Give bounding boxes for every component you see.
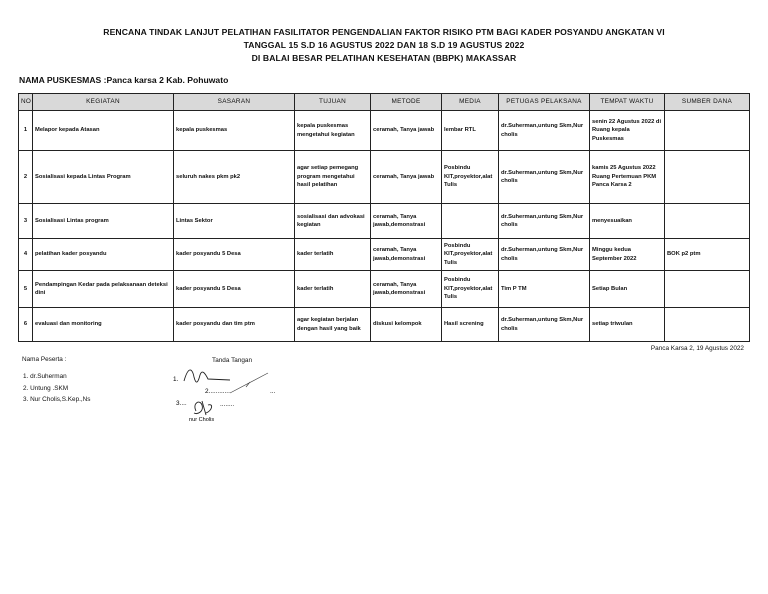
- cell-kegiatan: Pendampingan Kedar pada pelaksanaan deteksi dini: [33, 271, 174, 308]
- cell-tempat: senin 22 Agustus 2022 di Ruang kepala Puskesmas: [590, 111, 665, 151]
- cell-media: Posbindu KIT,proyektor,alat Tulis: [442, 151, 499, 204]
- cell-petugas: dr.Suherman,untung Skm,Nur cholis: [499, 204, 590, 239]
- cell-tempat: setiap triwulan: [590, 308, 665, 342]
- cell-sasaran: kepala puskesmas: [174, 111, 295, 151]
- cell-media: lembar RTL: [442, 111, 499, 151]
- cell-dana: BOK p2 ptm: [665, 239, 750, 271]
- participant-item: 3. Nur Cholis,S.Kep.,Ns: [23, 396, 91, 403]
- cell-metode: ceramah, Tanya jawab,demonstrasi: [371, 271, 442, 308]
- cell-kegiatan: evaluasi dan monitoring: [33, 308, 174, 342]
- cell-media: [442, 204, 499, 239]
- cell-no: 6: [19, 308, 33, 342]
- signature-dots: ...: [270, 388, 276, 395]
- cell-kegiatan: Melapor kepada Atasan: [33, 111, 174, 151]
- cell-tujuan: agar kegiatan berjalan dengan hasil yang baik: [295, 308, 371, 342]
- cell-petugas: dr.Suherman,untung Skm,Nur cholis: [499, 111, 590, 151]
- col-header-media: MEDIA: [442, 94, 499, 111]
- signature-name: nur Cholis: [189, 417, 215, 423]
- cell-metode: ceramah, Tanya jawab: [371, 151, 442, 204]
- cell-sasaran: kader posyandu 5 Desa: [174, 271, 295, 308]
- cell-petugas: Tim P TM: [499, 271, 590, 308]
- table-row: [19, 151, 750, 204]
- col-header-metode: METODE: [371, 94, 442, 111]
- cell-metode: ceramah, Tanya jawab,demonstrasi: [371, 239, 442, 271]
- cell-tujuan: kader terlatih: [295, 271, 371, 308]
- col-header-no: NO: [19, 94, 33, 111]
- cell-no: 3: [19, 204, 33, 239]
- table-row: [19, 308, 750, 342]
- signing-date: Panca Karsa 2, 19 Agustus 2022: [650, 345, 744, 352]
- cell-kegiatan: pelatihan kader posyandu: [33, 239, 174, 271]
- col-header-kegiatan: KEGIATAN: [33, 94, 174, 111]
- participants-label: Nama Peserta :: [22, 356, 67, 363]
- cell-no: 5: [19, 271, 33, 308]
- cell-sasaran: seluruh nakes pkm pk2: [174, 151, 295, 204]
- signature-label: Tanda Tangan: [212, 357, 253, 364]
- table-row: [19, 111, 750, 151]
- cell-petugas: dr.Suherman,untung Skm,Nur cholis: [499, 151, 590, 204]
- document-title-line-3: DI BALAI BESAR PELATIHAN KESEHATAN (BBPK) MAKASSAR: [251, 53, 517, 63]
- signature-number-1: 1.: [173, 376, 179, 383]
- table-row: [19, 239, 750, 271]
- cell-media: Posbindu KIT,proyektor,alat Tulis: [442, 239, 499, 271]
- cell-kegiatan: Sosialisasi kepada Lintas Program: [33, 151, 174, 204]
- cell-sasaran: Lintas Sektor: [174, 204, 295, 239]
- cell-tujuan: kader terlatih: [295, 239, 371, 271]
- cell-tempat: kamis 25 Agustus 2022 Ruang Pertemuan PKM Panca Karsa 2: [590, 151, 665, 204]
- cell-tempat: Setiap Bulan: [590, 271, 665, 308]
- cell-dana: [665, 308, 750, 342]
- signature-dots-3: ........: [220, 401, 235, 408]
- cell-petugas: dr.Suherman,untung Skm,Nur cholis: [499, 308, 590, 342]
- cell-metode: ceramah, Tanya jawab,demonstrasi: [371, 204, 442, 239]
- cell-dana: [665, 151, 750, 204]
- cell-tujuan: agar setiap pemegang program mengetahui hasil pelatihan: [295, 151, 371, 204]
- cell-tujuan: kepala puskesmas mengetahui kegiatan: [295, 111, 371, 151]
- cell-kegiatan: Sosialisasi Lintas program: [33, 204, 174, 239]
- signatures-area: [170, 365, 290, 427]
- cell-tempat: Minggu kedua September 2022: [590, 239, 665, 271]
- cell-no: 4: [19, 239, 33, 271]
- document-title-line-1: RENCANA TINDAK LANJUT PELATIHAN FASILITATOR PENGENDALIAN FAKTOR RISIKO PTM BAGI KADER POSYANDU ANGKATAN VI: [103, 27, 665, 37]
- cell-sasaran: kader posyandu 5 Desa: [174, 239, 295, 271]
- col-header-dana: SUMBER DANA: [665, 94, 750, 111]
- cell-tujuan: sosialisasi dan advokasi kegiatan: [295, 204, 371, 239]
- signature-3-icon: [194, 401, 212, 415]
- participant-list: [23, 373, 90, 408]
- document-title-line-2: TANGGAL 15 S.D 16 AGUSTUS 2022 DAN 18 S.D 19 AGUSTUS 2022: [243, 40, 525, 50]
- table-row: [19, 204, 750, 239]
- rtl-table: [18, 93, 750, 342]
- cell-petugas: dr.Suherman,untung Skm,Nur cholis: [499, 239, 590, 271]
- cell-no: 1: [19, 111, 33, 151]
- cell-sasaran: kader posyandu dan tim ptm: [174, 308, 295, 342]
- cell-media: Posbindu KIT,proyektor,alat Tulis: [442, 271, 499, 308]
- cell-tempat: menyesuaikan: [590, 204, 665, 239]
- puskesmas-name: NAMA PUSKESMAS :Panca karsa 2 Kab. Pohuwato: [19, 75, 229, 85]
- signature-1-icon: [184, 370, 230, 382]
- participant-item: 2. Untung .SKM: [23, 384, 69, 392]
- cell-dana: [665, 271, 750, 308]
- signature-number-2: 2............: [205, 388, 230, 395]
- col-header-tempat: TEMPAT WAKTU: [590, 94, 665, 111]
- cell-dana: [665, 204, 750, 239]
- cell-metode: ceramah, Tanya jawab: [371, 111, 442, 151]
- col-header-petugas: PETUGAS PELAKSANA: [499, 94, 590, 111]
- col-header-tujuan: TUJUAN: [295, 94, 371, 111]
- table-row: [19, 271, 750, 308]
- cell-dana: [665, 111, 750, 151]
- signature-2-icon: [230, 373, 268, 393]
- col-header-sasaran: SASARAN: [174, 94, 295, 111]
- cell-media: Hasil screning: [442, 308, 499, 342]
- participant-item: 1. dr.Suherman: [23, 373, 67, 380]
- table-header-row: [19, 94, 750, 111]
- cell-no: 2: [19, 151, 33, 204]
- signature-number-3: 3....: [176, 400, 187, 407]
- cell-metode: diskusi kelompok: [371, 308, 442, 342]
